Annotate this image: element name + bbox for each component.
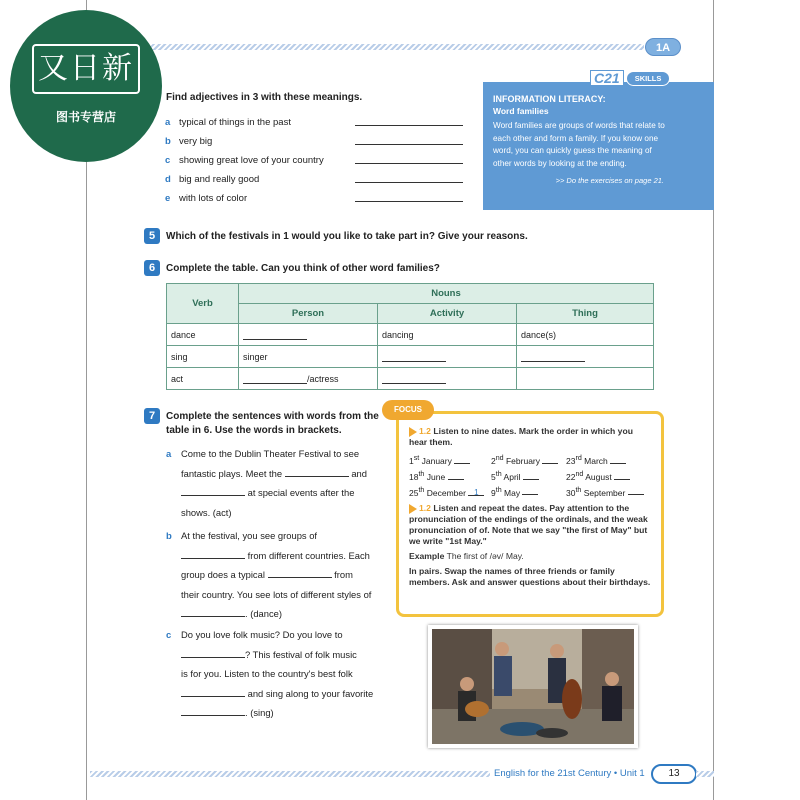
sentence-letter-b: b	[166, 531, 172, 542]
adj-text: very big	[179, 136, 213, 147]
blank-line[interactable]	[181, 485, 245, 496]
cell-verb: act	[167, 368, 239, 390]
footer-decorative-strip-right	[696, 771, 714, 777]
table-row	[167, 368, 654, 390]
sentence-line: . (sing)	[181, 703, 386, 723]
sentence-line: and sing along to your favorite	[181, 684, 386, 704]
sentence-line: is for you. Listen to the country's best folk	[181, 668, 353, 680]
adj-text: typical of things in the past	[179, 117, 291, 128]
info-subtitle: Word families	[493, 106, 549, 116]
blank-line[interactable]	[181, 548, 245, 559]
footer-decorative-strip	[90, 771, 490, 777]
adj-text: with lots of color	[179, 193, 248, 204]
blank-line[interactable]	[181, 705, 245, 716]
sentence-letter-a: a	[166, 449, 172, 460]
top-decorative-strip	[96, 44, 644, 50]
date-item: 5th April	[491, 470, 566, 482]
date-item: 2nd February	[491, 454, 566, 466]
blank-line[interactable]	[181, 606, 245, 617]
focus-box	[396, 411, 664, 617]
sentence-line: At the festival, you see groups of	[181, 530, 318, 541]
focus-text: Listen to nine dates. Mark the order in which you hear them.	[409, 426, 633, 447]
focus-tag: FOCUS	[382, 400, 434, 420]
audio-track-number: 1.2	[419, 426, 431, 436]
answer-line[interactable]	[355, 144, 463, 145]
q5-number: 5	[144, 228, 160, 244]
blank-line[interactable]	[243, 374, 307, 384]
adj-item	[165, 174, 259, 185]
q5-instruction: Which of the festivals in 1 would you like to take part in? Give your reasons.	[166, 231, 528, 242]
table-row	[167, 324, 654, 346]
sentence-line: from different countries. Each	[181, 546, 386, 566]
sentence-letter-c: c	[166, 630, 172, 641]
skills-label: SKILLS	[626, 71, 671, 86]
dates-grid	[409, 454, 651, 497]
adj-letter: a	[165, 117, 171, 128]
adj-item	[165, 155, 324, 166]
adj-text: showing great love of your country	[179, 155, 324, 166]
adj-letter: c	[165, 155, 171, 166]
example-label: Example	[409, 551, 445, 562]
adj-text: big and really good	[179, 174, 260, 185]
sentence-line: at special events after the	[181, 483, 386, 503]
blank-line[interactable]	[181, 647, 245, 658]
date-item: 25th December 1	[409, 486, 491, 498]
blank-line[interactable]	[243, 330, 307, 340]
blank-line[interactable]	[448, 472, 464, 480]
answer-line[interactable]	[355, 163, 463, 164]
info-page-link[interactable]: >> Do the exercises on page 21.	[555, 176, 664, 185]
c21-skills-badge	[590, 70, 670, 86]
q6-instruction: Complete the table. Can you think of other word families?	[166, 263, 440, 274]
audio-play-icon[interactable]	[409, 427, 417, 437]
cell-person: singer	[239, 346, 378, 368]
cell-activity: dancing	[378, 324, 517, 346]
blank-line[interactable]	[521, 352, 585, 362]
header-verb: Verb	[167, 284, 239, 324]
cell-verb: sing	[167, 346, 239, 368]
adj-item	[165, 193, 247, 204]
blank-line[interactable]	[523, 472, 539, 480]
cell-verb: dance	[167, 324, 239, 346]
cell-person[interactable]	[239, 324, 378, 346]
blank-line[interactable]	[382, 374, 446, 384]
sentence-line: group does a typical from	[181, 569, 353, 581]
cell-activity[interactable]	[378, 346, 517, 368]
cell-thing[interactable]	[517, 346, 654, 368]
blank-line[interactable]	[268, 567, 332, 578]
blank-line[interactable]	[522, 487, 538, 495]
adj-letter: e	[165, 193, 171, 204]
focus-instruction-2	[409, 503, 651, 547]
street-musicians-photo	[428, 625, 638, 748]
word-family-table	[166, 283, 654, 390]
sentence-line: shows. (act)	[181, 506, 232, 518]
cell-activity[interactable]	[378, 368, 517, 390]
adj-item	[165, 136, 212, 147]
cell-thing: dance(s)	[517, 324, 654, 346]
focus-text: Listen and repeat the dates. Pay attention to the pronunciation of the endings of the ordinals, and the weak pronunciation of of. Note that we say "the first of May" but we write "1st May."	[409, 503, 648, 547]
info-body: Word families are groups of words that relate to each other and form a family. If you know one word, you can quickly guess the meaning of other words by looking at the ending.	[493, 121, 665, 168]
sentence-line: their country. You see lots of different styles of	[181, 588, 372, 600]
date-item: 23rd March	[566, 454, 656, 466]
c21-label: C21	[590, 70, 624, 86]
header-thing: Thing	[517, 304, 654, 324]
logo-main-text: 又日新	[32, 44, 140, 94]
information-literacy-box	[483, 82, 714, 210]
photo-illustration	[432, 629, 634, 744]
info-title: INFORMATION LITERACY:	[493, 94, 606, 104]
sentence-b	[181, 526, 386, 624]
adj-item	[165, 117, 291, 128]
blank-line[interactable]	[610, 456, 626, 464]
q4-instruction: Find adjectives in 3 with these meanings.	[166, 92, 363, 103]
q6-number: 6	[144, 260, 160, 276]
header-person: Person	[239, 304, 378, 324]
blank-line[interactable]	[382, 352, 446, 362]
sentence-c	[181, 625, 386, 723]
unit-badge: 1A	[645, 38, 681, 56]
page-number: 13	[651, 764, 697, 784]
answer-line[interactable]	[355, 125, 463, 126]
blank-line-filled[interactable]: 1	[468, 488, 484, 496]
answer-line[interactable]	[355, 182, 463, 183]
table-row	[167, 346, 654, 368]
logo-sub-text: 图书专营店	[55, 110, 116, 124]
focus-instruction-3: In pairs. Swap the names of three friends or family members. Ask and answer questions about their birthdays.	[409, 566, 651, 588]
date-item: 1st January	[409, 454, 491, 466]
blank-line[interactable]	[542, 456, 558, 464]
adj-letter: b	[165, 136, 171, 147]
sentence-a	[181, 444, 386, 522]
cell-person-suffix: /actress	[307, 373, 339, 384]
footer-book-title: English for the 21st Century • Unit 1	[494, 768, 645, 779]
blank-line[interactable]	[181, 686, 245, 697]
focus-example	[409, 551, 651, 562]
audio-track-number: 1.2	[419, 503, 431, 514]
cell-thing[interactable]	[517, 368, 654, 390]
focus-instruction-1	[409, 426, 651, 448]
blank-line[interactable]	[454, 456, 470, 464]
blank-line[interactable]	[628, 487, 644, 495]
cell-person[interactable]	[239, 368, 378, 390]
sentence-line: . (dance)	[181, 604, 386, 624]
blank-line[interactable]	[285, 466, 349, 477]
date-item: 22nd August	[566, 470, 656, 482]
example-text: The first of /əv/ May.	[446, 551, 524, 562]
answer-line[interactable]	[355, 201, 463, 202]
q7-number: 7	[144, 408, 160, 424]
q7-instruction-line1: Complete the sentences with words from the	[166, 411, 379, 422]
header-nouns: Nouns	[239, 284, 654, 304]
blank-line[interactable]	[614, 472, 630, 480]
sentence-line: Do you love folk music? Do you love to	[181, 629, 343, 640]
date-item: 30th September	[566, 486, 656, 498]
adj-letter: d	[165, 174, 171, 185]
store-logo	[10, 10, 162, 162]
date-item: 9th May	[491, 486, 566, 498]
header-activity: Activity	[378, 304, 517, 324]
sentence-line: fantastic plays. Meet the and	[181, 467, 367, 479]
sentence-line: Come to the Dublin Theater Festival to see	[181, 448, 360, 459]
audio-play-icon[interactable]	[409, 504, 417, 514]
sentence-line: ? This festival of folk music	[181, 645, 386, 665]
date-item: 18th June	[409, 470, 491, 482]
q7-instruction-line2: table in 6. Use the words in brackets.	[166, 425, 342, 436]
